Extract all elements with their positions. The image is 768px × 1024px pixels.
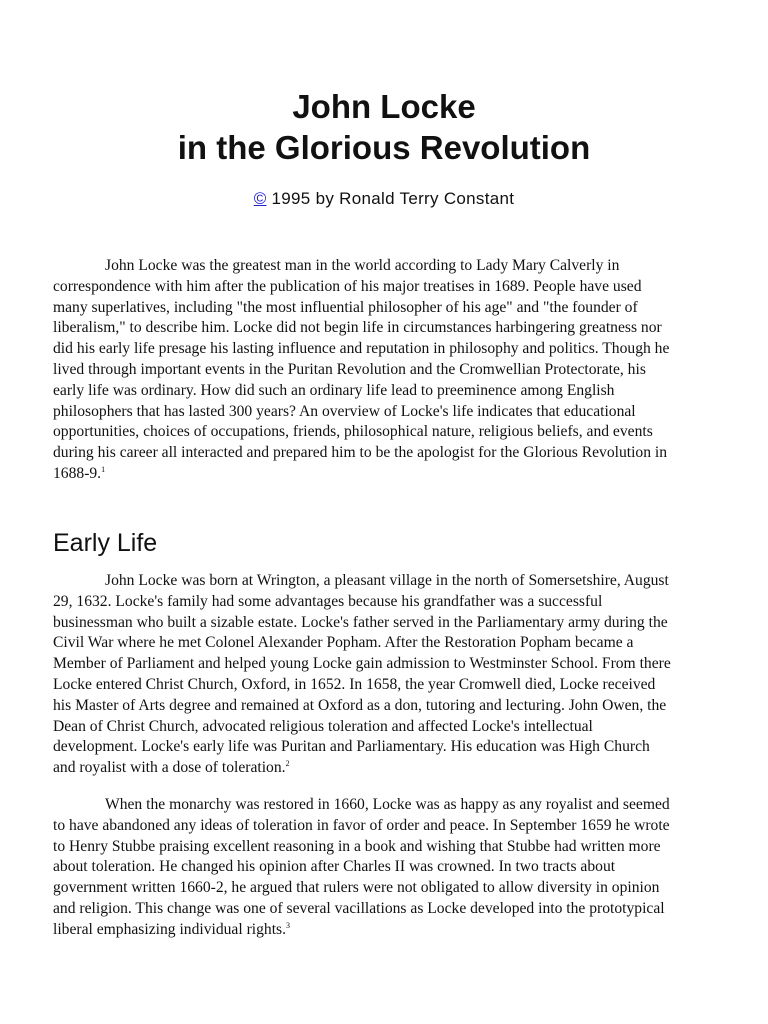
footnote-marker-1[interactable]: 1 — [101, 464, 106, 474]
title-line-2: in the Glorious Revolution — [177, 129, 591, 166]
section-heading-early-life: Early Life — [53, 529, 158, 557]
intro-text: John Locke was the greatest man in the world according to Lady Mary Calverly in correspondence with him after the publication of his major treatises in 1689. People have used many superlatives, including "the most influential philosopher of his age" and "the founder of liberalism," to describe him. Locke did not begin life in circumstances harbingering greatness nor did his early life presage his lasting influence and reputation in philosophy and politics. Though he lived through important events in the Puritan Revolution and the Cromwellian Protectorate, his early life was ordinary. How did such an ordinary life lead to preeminence among English philosophers that has lasted 300 years? An overview of Locke's life indicates that educational opportunities, choices of occupations, friends, philosophical nature, religious beliefs, and events during his career all interacted and prepared him to be the apologist for the Glorious Revolution in 1688-9. — [53, 257, 670, 482]
footnote-marker-3[interactable]: 3 — [286, 920, 290, 930]
byline — [0, 187, 768, 211]
page-title — [0, 86, 768, 168]
copyright-link[interactable]: © — [253, 189, 267, 208]
footnote-marker-2[interactable]: 2 — [285, 759, 290, 769]
intro-paragraph — [53, 256, 675, 485]
early-life-paragraph-2 — [53, 795, 675, 941]
title-line-1: John Locke — [292, 88, 476, 125]
early-life-paragraph-2-text: When the monarchy was restored in 1660, Locke was as happy as any royalist and seemed to have abandoned any ideas of toleration in favor of order and peace. In September 1659 he wrote to Henry Stubbe praising excellent reasoning in a book and wishing that Stubbe had written more about toleration. He changed his opinion after Charles II was crowned. In two tracts about government written 1660-2, he argued that rulers were not obligated to allow diversity in opinion and religion. This change was one of several vacillations as Locke developed into the prototypical liberal emphasizing individual rights. — [53, 796, 670, 938]
early-life-paragraph-1-text: John Locke was born at Wrington, a pleasant village in the north of Somersetshire, August 29, 1632. Locke's family had some advantages because his grandfather was a successful businessman who built a sizable estate. Locke's father served in the Parliamentary army during the Civil War where he met Colonel Alexander Popham. After the Restoration Popham became a Member of Parliament and helped young Locke gain admission to Westminster School. From there Locke entered Christ Church, Oxford, in 1652. In 1658, the year Cromwell died, Locke received his Master of Arts degree and remained at Oxford as a don, tutoring and lecturing. John Owen, the Dean of Christ Church, advocated religious toleration and affected Locke's intellectual development. Locke's early life was Puritan and Parliamentary. His education was High Church and royalist with a dose of toleration. — [53, 572, 671, 777]
byline-text: 1995 by Ronald Terry Constant — [266, 189, 515, 208]
early-life-paragraph-1 — [53, 571, 675, 779]
